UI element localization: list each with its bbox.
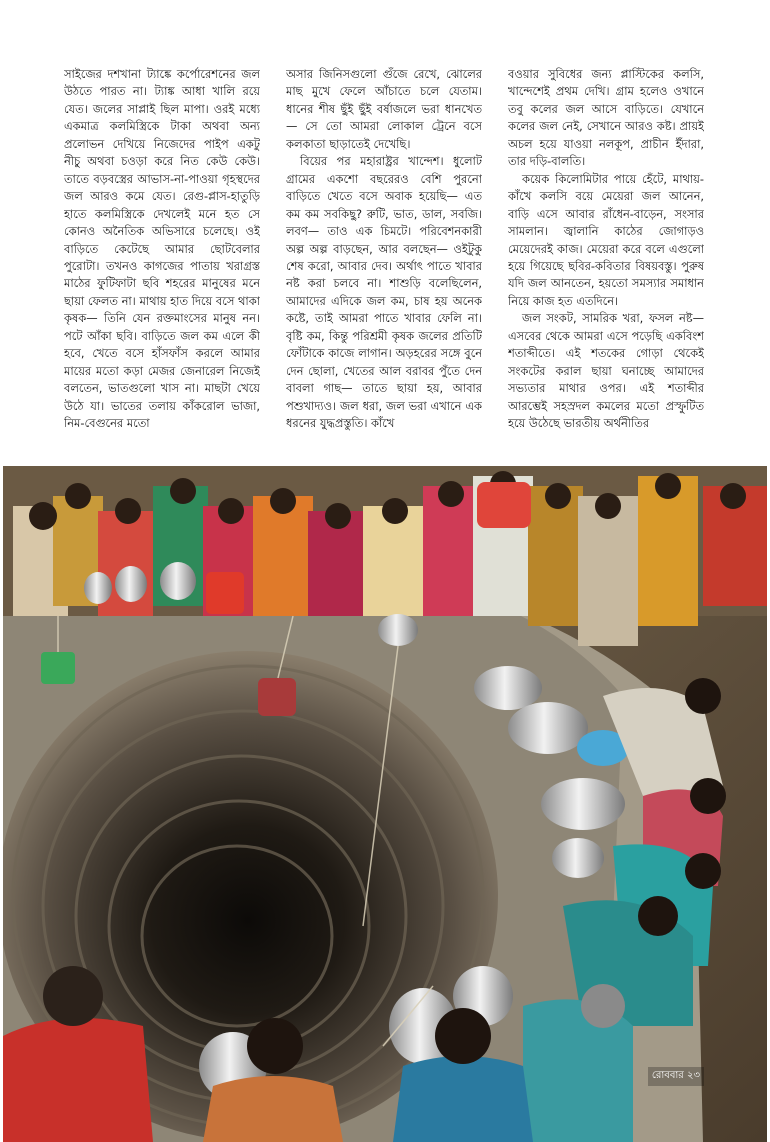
article-column-2	[286, 66, 482, 448]
paragraph: বওয়ার সুবিধের জন্য প্লাস্টিকের কলসি, খান্দেশেই প্রথম দেখি। গ্রাম হলেও ওখানে তবু কলের জল আসে বাড়িতে। যেখানে কলের জল নেই, সেখানে আরও কষ্ট। প্রায়ই অচল হয়ে যাওয়া নলকূপ, প্রাচীন ইঁদারা, তার দড়ি-বালতি।	[508, 67, 704, 169]
page-folio: রোববার ২৩	[648, 1067, 704, 1086]
article-column-1	[64, 66, 260, 448]
paragraph: অসার জিনিসগুলো গুঁজে রেখে, ঝোলের মাছ মুখে ফেলে আঁচাতে চলে যেতাম। ধানের শীষ ছুঁই ছুঁই বর্ষাজলে ভরা ধানখেত— সে তো আমরা লোকাল ট্রেনে বসে কলকাতা ছাড়াতেই দেখেছি।	[286, 67, 482, 151]
paragraph: সাইজের দশখানা ট্যাঙ্কে কর্পোরেশনের জল উঠতে পারত না। ট্যাঙ্ক আধা খালি রয়ে যেত। জলের সাপ্লাই ছিল মাপা। ওরই মধ্যে একমাত্র কলমিস্ত্রিকে টাকা অথবা অন্য প্রলোভন দেখিয়ে নিজেদের পাইপ একটু নীচু অথবা চওড়া করে নিত কেউ কেউ। তাতে বড়বস্ত্রের আভাস-না-পাওয়া গৃহস্থদের জল আরও কমে যেত। রেগু-প্লাস-হাতুড়ি হাতে কলমিস্ত্রিকে দেখলেই মনে হত সে কোনও অনৈতিক অভিসারে চলেছে। ওই বাড়িতে কেটেছে আমার ছোটবেলার পুরোটা। তখনও কাগজের পাতায় খরাগ্রস্ত মাঠের ফুটিফাটা ছবি শহরের মানুষের মনে ছায়া ফেলত না। মাথায় হাত দিয়ে বসে থাকা কৃষক— তিনি যেন রক্তমাংসের মানুষ নন। পটে আঁকা ছবি। বাড়িতে জল কম এলে কী হবে, খেতে বসে হাঁসফাঁস করলে আমার মায়ের মতো কড়া মেজর জেনারেল নিজেই বলতেন, ভাতগুলো খাস না। মাছটা খেয়ে উঠে যা। ভাতের তলায় কাঁকরোল ভাজা, নিম-বেগুনের মতো	[64, 67, 260, 431]
article-text	[64, 66, 704, 448]
well-illustration	[3, 466, 767, 1142]
well-photograph	[3, 466, 767, 1142]
paragraph: কয়েক কিলোমিটার পায়ে হেঁটে, মাথায়-কাঁখে কলসি বয়ে মেয়েরা জল আনেন, বাড়ি এসে আবার রাঁধেন-বাড়েন, সংসার সামলান। জ্বালানি কাঠের জোগাড়ও মেয়েদেরই কাজ। মেয়েরা করে বলে এগুলো হয়ে গিয়েছে ছবির-কবিতার বিষয়বস্তু। পুরুষ যদি জল আনতেন, হয়তো সমস্যার সমাধান নিয়ে কাজ হত এতদিনে।	[508, 171, 704, 308]
article-column-3	[508, 66, 704, 448]
paragraph: জল সংকট, সামরিক খরা, ফসল নষ্ট— এসবের থেকে আমরা এসে পড়েছি একবিংশ শতাব্দীতে। এই শতকের গোড়া থেকেই সংকটের করাল ছায়া ঘনাচ্ছে আমাদের সভ্যতার মাথার ওপর। এই শতাব্দীর আরম্ভেই সহস্রদল কমলের মতো প্রস্ফুটিত হয়ে উঠেছে ভারতীয় অর্থনীতির	[508, 311, 704, 431]
paragraph: বিয়ের পর মহারাষ্ট্রর খান্দেশ। ধুলোট গ্রামের একশো বছরেরও বেশি পুরনো বাড়িতে খেতে বসে অবাক হয়েছি— এত কম কম সবকিছু? রুটি, ভাত, ডাল, সবজি। লবণ— তাও এক চিমটে। পরিবেশনকারী অল্প অল্প বাড়ছেন, আর বলছেন— ওইটুকু শেষ করো, আবার দেব। অর্থাৎ পাতে খাবার নষ্ট করা চলবে না। শাশুড়ি বলেছিলেন, আমাদের এদিকে জল কম, চাষ হয় অনেক কষ্টে, তাই আমরা পাতে খাবার ফেলি না। বৃষ্টি কম, কিন্তু পরিশ্রমী কৃষক জলের প্রতিটি ফোঁটাকে কাজে লাগান। অড়হরের সঙ্গে বুনে দেন ছোলা, খেতের আল বরাবর পুঁতে দেন বাবলা গাছ— তাতে ছায়া হয়, আবার পশুখাদ্যও। জল ধরা, জল ভরা এখানে এক ধরনের যুদ্ধপ্রস্তুতি। কাঁখে	[286, 154, 482, 431]
